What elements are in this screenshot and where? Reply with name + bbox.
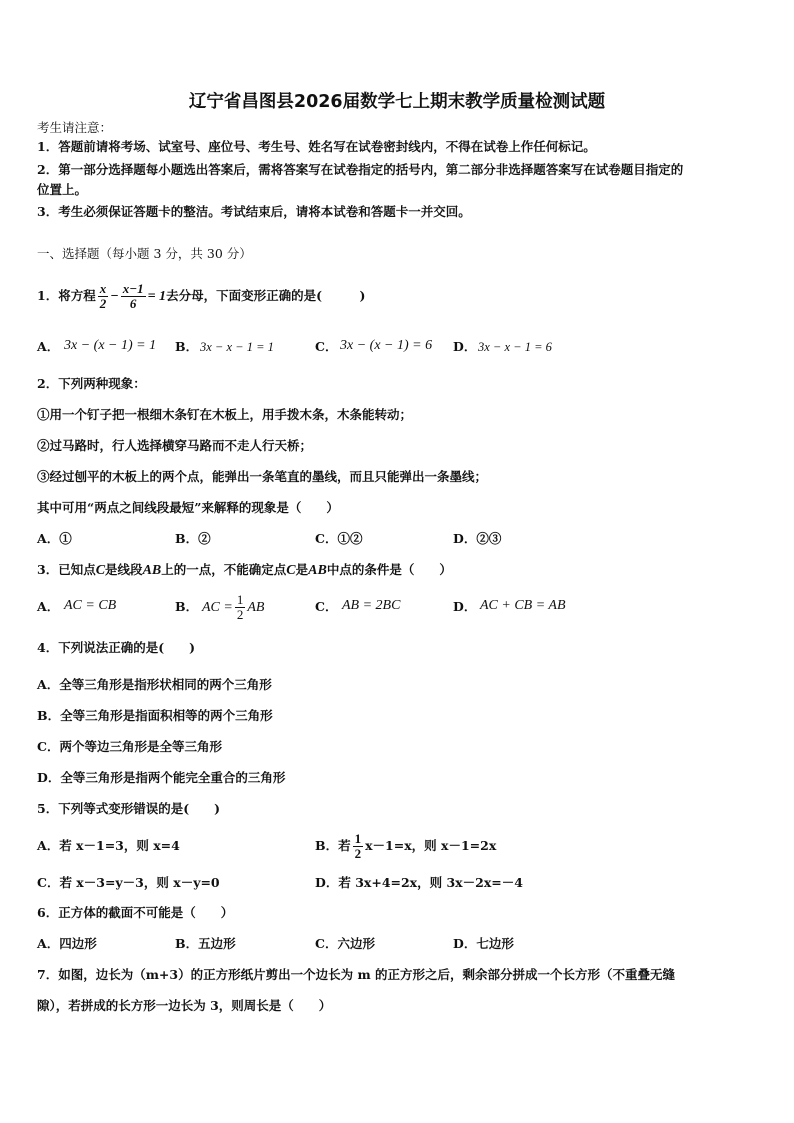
q5-option-c: C．若 x－3=y－3，则 x－y=0 bbox=[37, 875, 220, 890]
q1-fraction-1 bbox=[98, 282, 109, 311]
q3-b-pre: AC = bbox=[202, 600, 233, 615]
q3-b-post: AB bbox=[247, 600, 265, 615]
q3-s4: 是 bbox=[295, 562, 309, 577]
q2-option-d: D．②③ bbox=[453, 531, 502, 546]
question-5-stem: 5．下列等式变形错误的是( ) bbox=[37, 801, 221, 816]
notice-item-2: 2．第一部分选择题每小题选出答案后，需将答案写在试卷指定的括号内，第二部分非选择题答案写在试卷题目指定的 bbox=[37, 162, 684, 177]
question-1-stem bbox=[37, 280, 365, 313]
q1-option-d-label: D． bbox=[453, 339, 477, 354]
q5-option-a: A．若 x－1=3，则 x=4 bbox=[37, 838, 180, 853]
q3-option-c-label: C． bbox=[315, 599, 338, 614]
notice-item-1: 1．答题前请将考场、试室号、座位号、考生号、姓名写在试卷密封线内，不得在试卷上作任何标记。 bbox=[37, 139, 596, 154]
q3-option-d-label: D． bbox=[453, 599, 477, 614]
q3-point-c-2: C bbox=[286, 563, 296, 578]
q1-option-c-label: C． bbox=[315, 339, 338, 354]
q1-suffix: 去分母，下面变形正确的是( ) bbox=[166, 288, 366, 303]
question-4-stem: 4．下列说法正确的是( ) bbox=[37, 640, 196, 655]
q2-line-1: ①用一个钉子把一根细木条钉在木板上，用手拨木条，木条能转动； bbox=[37, 407, 413, 422]
q5-b-num: 1 bbox=[354, 831, 362, 846]
q1-fraction-2 bbox=[121, 282, 146, 311]
q5-b-den: 2 bbox=[354, 846, 362, 861]
q3-option-d: AC + CB = AB bbox=[480, 598, 566, 613]
q1-option-a: 3x − (x − 1) = 1 bbox=[64, 338, 157, 353]
q3-point-c: C bbox=[95, 563, 106, 578]
notice-item-3: 3．考生必须保证答题卡的整洁。考试结束后，请将本试卷和答题卡一并交回。 bbox=[37, 204, 471, 219]
q3-option-c: AB = 2BC bbox=[342, 598, 401, 613]
q2-option-a: A．① bbox=[37, 531, 72, 546]
q5-b-post: x－1=x，则 x－1=2x bbox=[365, 838, 497, 853]
q6-option-d: D．七边形 bbox=[453, 936, 514, 951]
q1-minus: − bbox=[110, 289, 119, 304]
q3-option-a-label: A． bbox=[37, 599, 60, 614]
q1-option-d: 3x − x − 1 = 6 bbox=[478, 340, 552, 354]
q1-option-b: 3x − x − 1 = 1 bbox=[200, 340, 274, 354]
q1-f1-num: x bbox=[99, 281, 107, 296]
q6-option-c: C．六边形 bbox=[315, 936, 375, 951]
section-heading: 一、选择题（每小题 3 分，共 30 分） bbox=[37, 246, 252, 261]
q3-s5: 中点的条件是（ ） bbox=[326, 562, 452, 577]
question-3-stem bbox=[37, 562, 452, 579]
q3-option-a: AC = CB bbox=[64, 598, 117, 613]
q2-line-2: ②过马路时，行人选择横穿马路而不走人行天桥； bbox=[37, 438, 313, 453]
question-6-stem: 6．正方体的截面不可能是（ ） bbox=[37, 905, 234, 920]
notice-heading: 考生请注意： bbox=[37, 120, 113, 135]
q1-option-a-label: A． bbox=[37, 339, 60, 354]
q3-b-fraction bbox=[235, 593, 246, 622]
q2-line-3: ③经过刨平的木板上的两个点，能弹出一条笔直的墨线，而且只能弹出一条墨线； bbox=[37, 469, 488, 484]
q1-prefix: 1．将方程 bbox=[37, 288, 96, 303]
exam-title: 辽宁省昌图县2026届数学七上期末教学质量检测试题 bbox=[188, 92, 606, 112]
q5-option-b bbox=[315, 829, 496, 863]
q5-b-fraction bbox=[353, 832, 364, 861]
q1-f2-den: 6 bbox=[129, 296, 137, 311]
q3-segment-ab-2: AB bbox=[308, 563, 327, 578]
q4-option-b: B．全等三角形是指面积相等的两个三角形 bbox=[37, 708, 273, 723]
q4-option-d: D．全等三角形是指两个能完全重合的三角形 bbox=[37, 770, 286, 785]
q5-b-pre: B．若 bbox=[315, 838, 351, 853]
q3-segment-ab: AB bbox=[142, 563, 162, 578]
q6-option-b: B．五边形 bbox=[175, 936, 236, 951]
q4-option-c: C．两个等边三角形是全等三角形 bbox=[37, 739, 222, 754]
q1-eq-rest: = 1 bbox=[147, 289, 167, 304]
q2-line-4: 其中可用“两点之间线段最短”来解释的现象是（ ） bbox=[37, 500, 339, 515]
q3-option-b-label: B． bbox=[175, 599, 199, 614]
q5-option-d: D．若 3x+4=2x，则 3x－2x=－4 bbox=[315, 875, 523, 890]
question-7-line-1: 7．如图，边长为（m+3）的正方形纸片剪出一个边长为 m 的正方形之后，剩余部分拼成一个长方形（不重叠无缝 bbox=[37, 967, 676, 982]
q3-s3: 上的一点，不能确定点 bbox=[161, 562, 287, 577]
q1-option-c: 3x − (x − 1) = 6 bbox=[340, 338, 433, 353]
notice-item-2-cont: 位置上。 bbox=[37, 182, 88, 197]
question-7-line-2: 隙），若拼成的长方形一边长为 3，则周长是（ ） bbox=[37, 998, 332, 1013]
q3-s1: 3．已知点 bbox=[37, 562, 96, 577]
q1-f2-num: x−1 bbox=[122, 281, 144, 296]
question-2-stem: 2．下列两种现象： bbox=[37, 376, 146, 391]
q2-option-b: B．② bbox=[175, 531, 211, 546]
q1-f1-den: 2 bbox=[99, 296, 107, 311]
q3-b-den: 2 bbox=[236, 607, 244, 622]
q3-option-b bbox=[202, 590, 264, 625]
q6-option-a: A．四边形 bbox=[37, 936, 97, 951]
q3-b-num: 1 bbox=[236, 592, 244, 607]
q2-option-c: C．①② bbox=[315, 531, 363, 546]
q4-option-a: A．全等三角形是指形状相同的两个三角形 bbox=[37, 677, 272, 692]
q1-option-b-label: B． bbox=[175, 339, 199, 354]
q3-s2: 是线段 bbox=[105, 562, 143, 577]
